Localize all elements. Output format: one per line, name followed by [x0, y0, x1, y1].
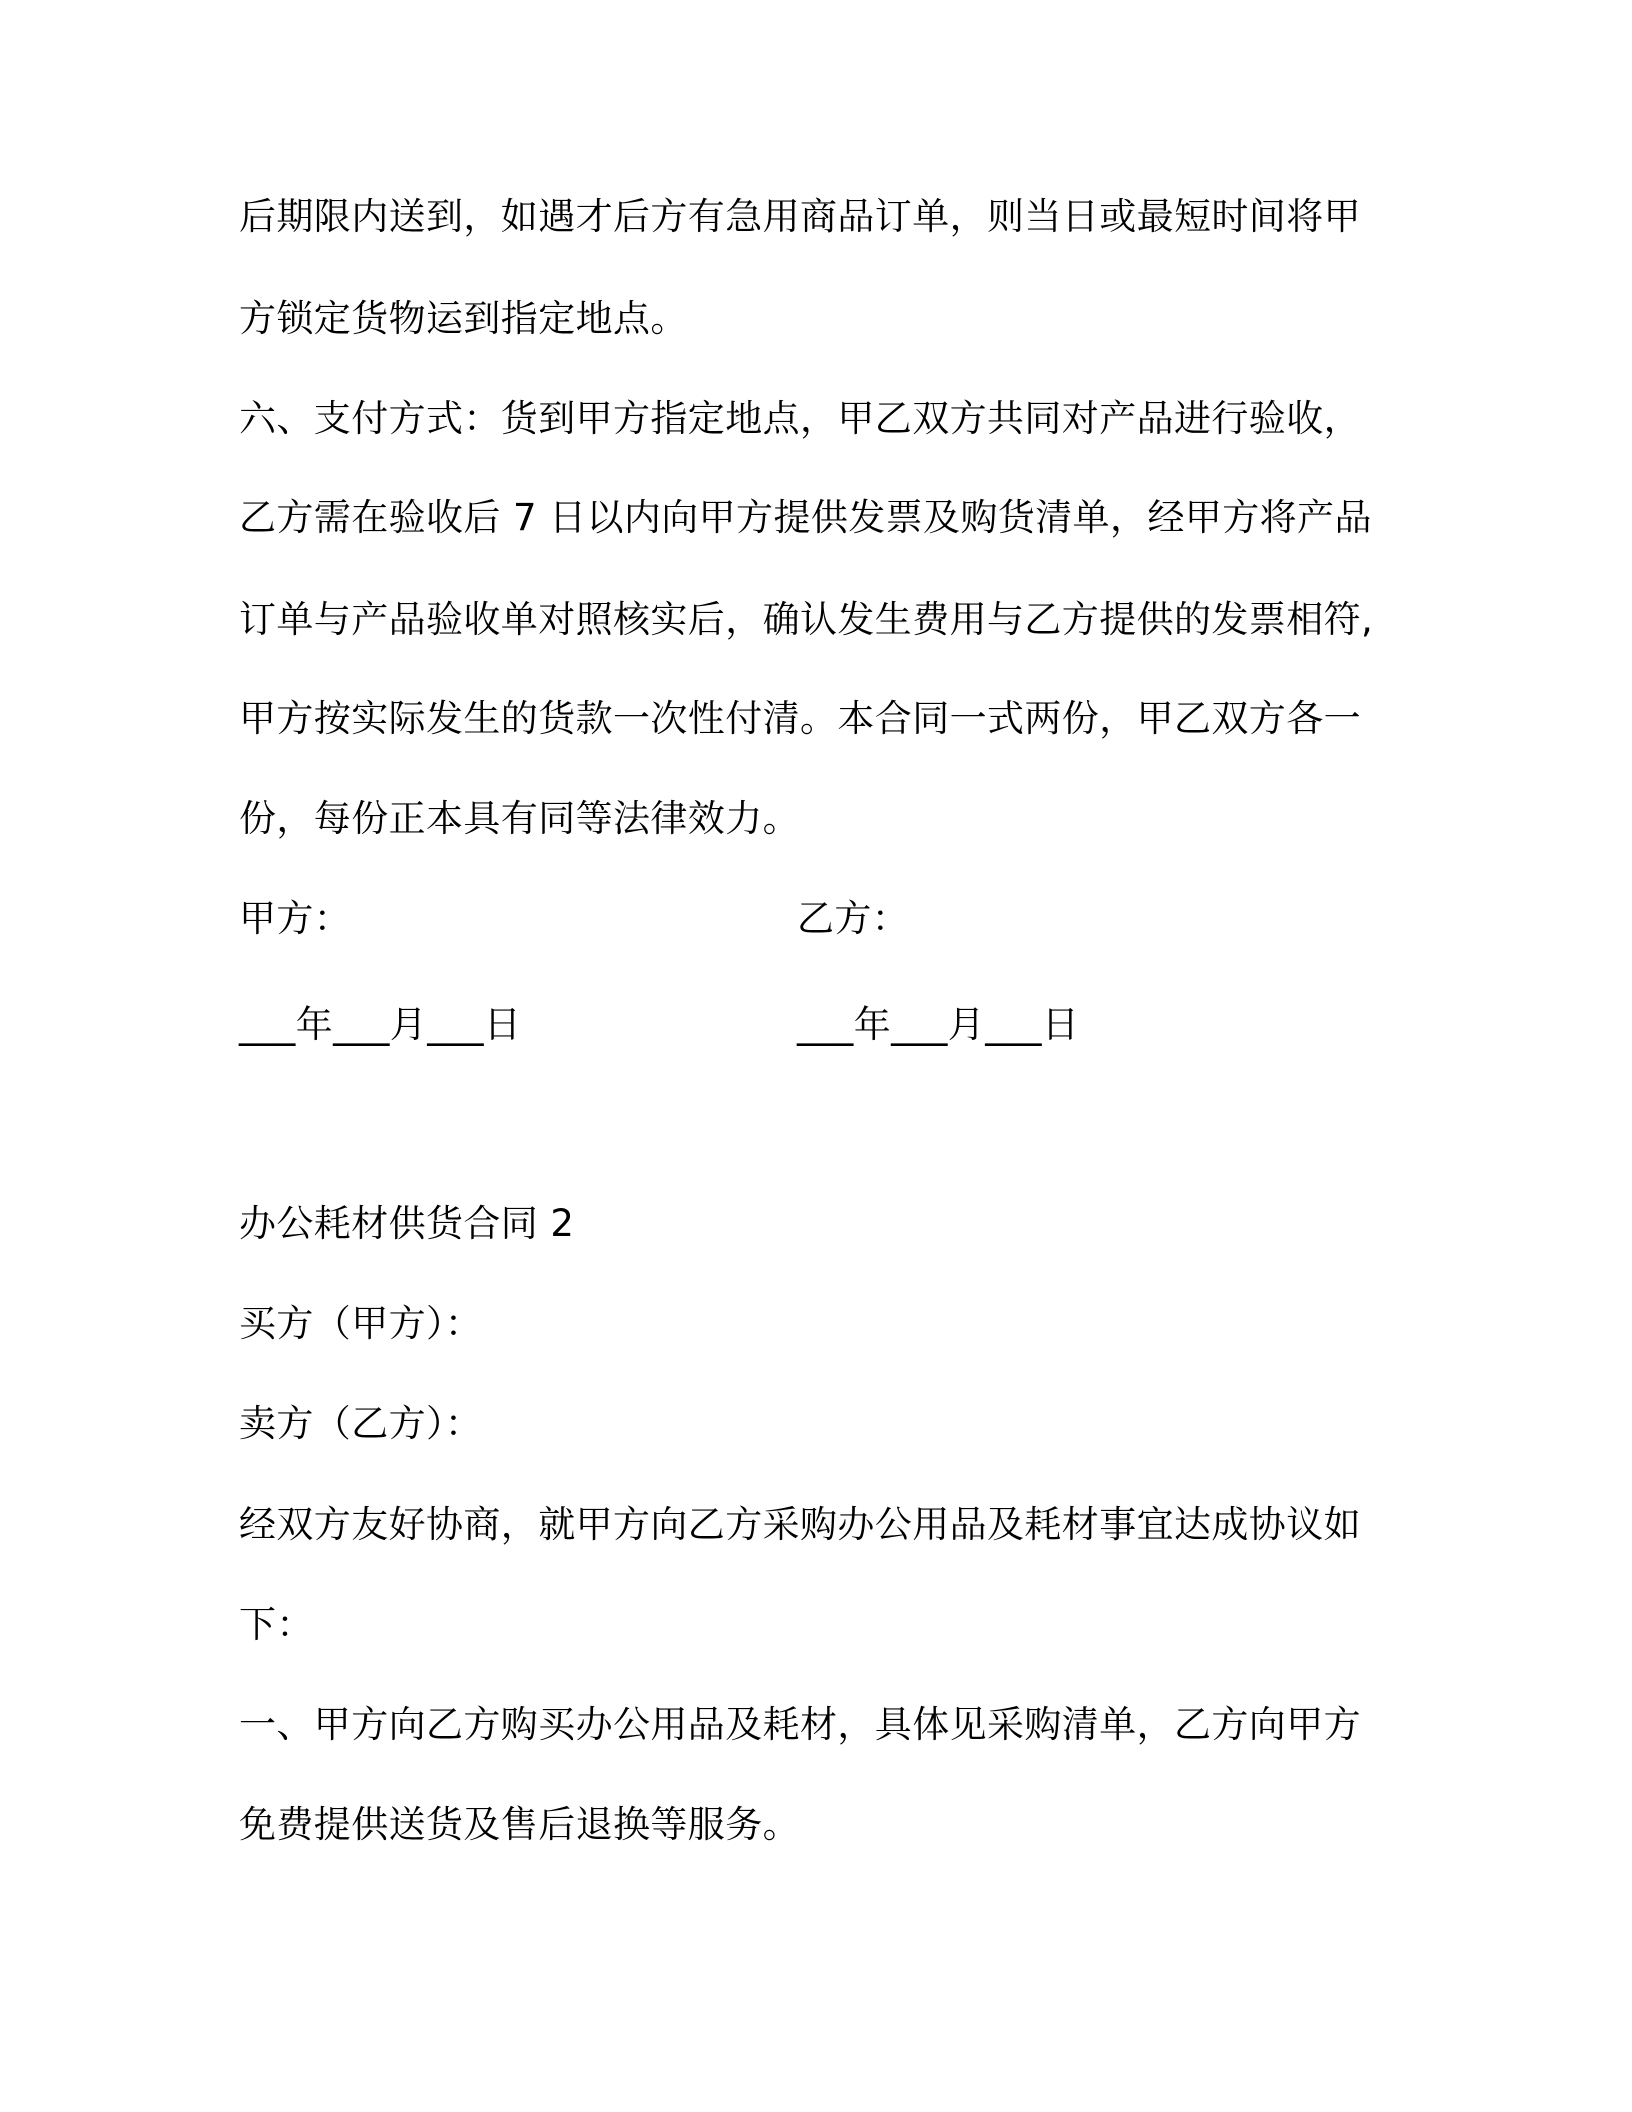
- party-a-date: ___年___月___日: [239, 1003, 522, 1046]
- paragraph-line: 一、甲方向乙方购买办公用品及耗材，具体见采购清单，乙方向甲方: [239, 1703, 1361, 1746]
- party-b-label: 乙方：: [797, 897, 910, 940]
- paragraph-line: 乙方需在验收后 7 日以内向甲方提供发票及购货清单，经甲方将产品: [239, 496, 1372, 539]
- paragraph-line: 份，每份正本具有同等法律效力。: [239, 797, 800, 840]
- paragraph-line: 订单与产品验收单对照核实后，确认发生费用与乙方提供的发票相符,: [239, 598, 1374, 641]
- paragraph-line: 下：: [239, 1603, 314, 1646]
- paragraph-line: 六、支付方式：货到甲方指定地点，甲乙双方共同对产品进行验收，: [239, 397, 1361, 440]
- contract-title: 办公耗材供货合同 2: [239, 1202, 575, 1245]
- party-a-label: 甲方：: [239, 897, 352, 940]
- buyer-line: 买方（甲方）：: [239, 1302, 483, 1345]
- paragraph-line: 后期限内送到，如遇才后方有急用商品订单，则当日或最短时间将甲: [239, 195, 1361, 238]
- paragraph-line: 方锁定货物运到指定地点。: [239, 297, 688, 340]
- paragraph-line: 经双方友好协商，就甲方向乙方采购办公用品及耗材事宜达成协议如: [239, 1503, 1361, 1546]
- party-b-date: ___年___月___日: [797, 1003, 1080, 1046]
- paragraph-line: 免费提供送货及售后退换等服务。: [239, 1803, 800, 1846]
- seller-line: 卖方（乙方）：: [239, 1402, 483, 1445]
- paragraph-line: 甲方按实际发生的货款一次性付清。本合同一式两份，甲乙双方各一: [239, 697, 1361, 740]
